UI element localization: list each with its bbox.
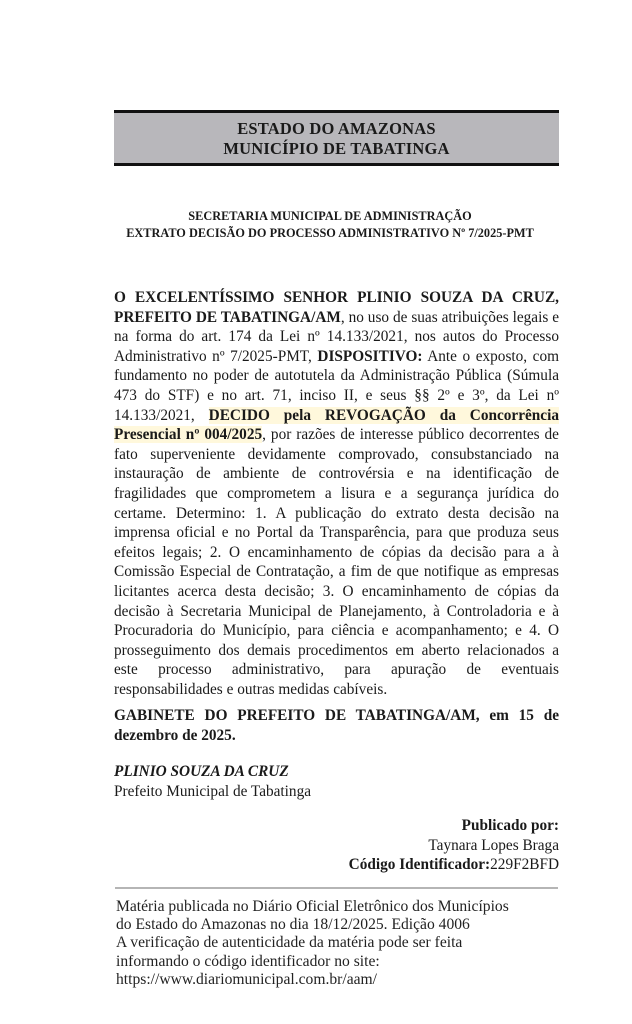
decision-body <box>114 288 559 699</box>
secretaria-title: SECRETARIA MUNICIPAL DE ADMINISTRAÇÃO <box>188 209 472 223</box>
footer-line-1: Matéria publicada no Diário Oficial Eletrônico dos Municípios <box>116 898 509 915</box>
publisher-name: Taynara Lopes Braga <box>428 836 559 854</box>
body-text-3: , por razões de interesse público decorrentes de fato superveniente devidamente comprovado, consubstanciado na instauração de ambiente de controvérsia e na identificação de fragilidades que comprometem a lisura e a segurança jurídica do certame. Determino: 1. A publicação do extrato desta decisão na imprensa oficial e no Portal da Transparência, para que produza seus efeitos legais; 2. O encaminhamento de cópias da decisão para a à Comissão Especial de Contratação, a fim de que notifique as empresas licitantes acerca desta decisão; 3. O encaminhamento de cópias da decisão à Secretaria Municipal de Planejamento, à Controladoria e à Procuradoria do Município, para ciência e acompanhamento; e 4. O prosseguimento dos demais procedimentos em aberto relacionados a este processo administrativo, para apuração de eventuais responsabilidades e outras medidas cabíveis. <box>114 426 559 698</box>
gabinete-line: GABINETE DO PREFEITO DE TABATINGA/AM, em 15 de dezembro de 2025. <box>114 707 559 744</box>
state-title: ESTADO DO AMAZONAS <box>237 119 436 138</box>
verification-url[interactable]: https://www.diariomunicipal.com.br/aam/ <box>116 970 377 988</box>
code-label: Código Identificador: <box>348 856 491 874</box>
decision-statement: DECIDO pela REVOGAÇÃO da Concorrência Presencial nº 004/2025 <box>114 406 559 444</box>
identifier-code: 229F2BFD <box>490 856 559 874</box>
footer-line-3: A verificação de autenticidade da matéria pode ser feita <box>116 934 463 952</box>
published-by-label: Publicado por: <box>461 817 559 834</box>
footer-divider <box>115 887 558 889</box>
authority-name: O EXCELENTÍSSIMO SENHOR PLINIO SOUZA DA CRUZ, PREFEITO DE TABATINGA/AM <box>114 289 559 326</box>
footer-line-4: informando o código identificador no site: <box>116 952 380 970</box>
dispositivo-label: DISPOSITIVO: <box>317 347 423 365</box>
header-banner <box>114 110 559 166</box>
footer-notice <box>116 898 586 989</box>
footer-line-2: do Estado do Amazonas no dia 18/12/2025. Edição 4006 <box>116 916 470 934</box>
body-text-2: Ante o exposto, com fundamento no poder de autotutela da Administração Pública (Súmula 473 do STF) e no art. 71, inciso II, e seus §§ 2º e 3º, da Lei nº 14.133/2021, <box>114 347 560 424</box>
signature-block <box>114 762 311 801</box>
signer-name: PLINIO SOUZA DA CRUZ <box>114 763 289 780</box>
extrato-title: EXTRATO DECISÃO DO PROCESSO ADMINISTRATIVO Nº 7/2025-PMT <box>126 226 534 240</box>
body-text-1: , no uso de suas atribuições legais e na forma do art. 174 da Lei nº 14.133/2021, nos autos do Processo Administrativo nº 7/2025-PMT, <box>114 308 559 365</box>
publication-info <box>349 816 559 875</box>
document-subheader <box>80 208 580 242</box>
municipality-title: MUNICÍPIO DE TABATINGA <box>223 139 450 158</box>
signer-title: Prefeito Municipal de Tabatinga <box>114 782 312 800</box>
